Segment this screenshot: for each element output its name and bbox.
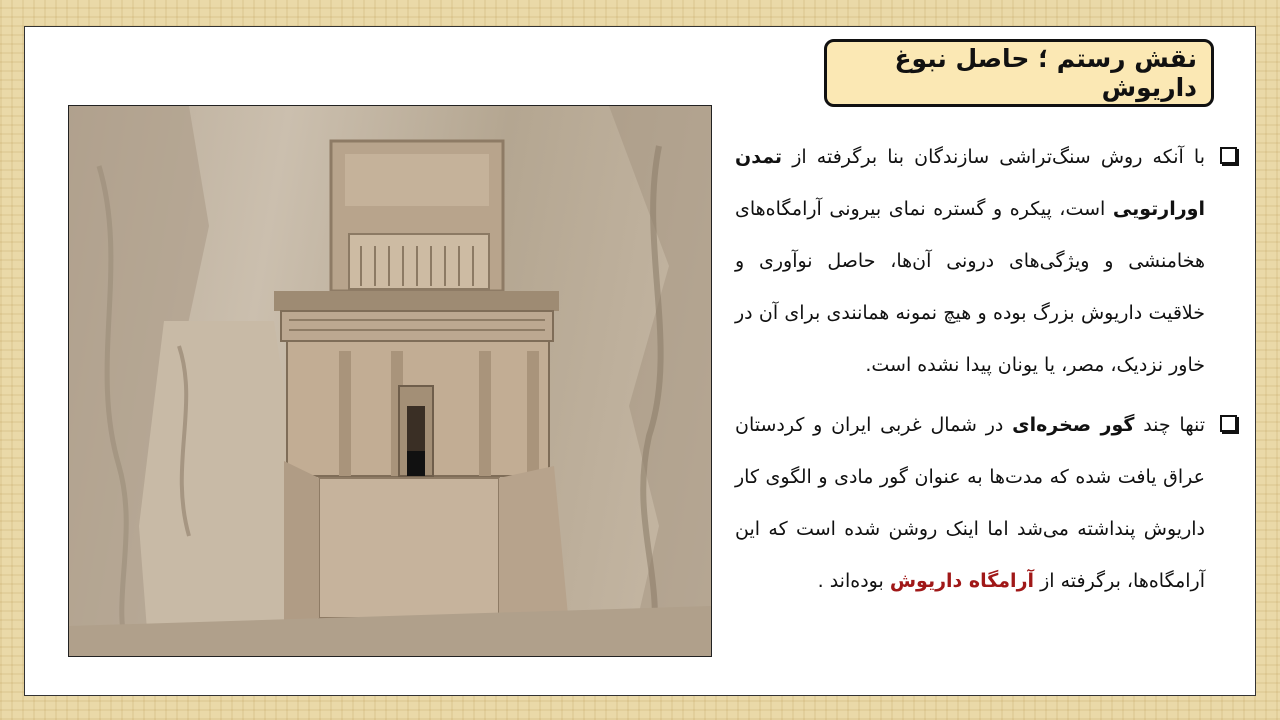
bullet-paragraph-2 (735, 399, 1245, 607)
square-checkbox-icon (1220, 415, 1237, 432)
bullet-2-highlight: آرامگاه داریوش (889, 570, 1035, 592)
bullet-2-text-c: بوده‌اند . (817, 570, 890, 592)
bullet-2-text-b: در شمال غربی ایران و کردستان عراق یافت شده که مدت‌ها به عنوان گور مادی و الگوی کار داریوش پنداشته می‌شد اما اینک روشن شده است که این آرامگاه‌ها، برگرفته از (735, 414, 1205, 592)
bullet-1-bold: تمدن اورارتویی (735, 146, 1205, 220)
text-area (735, 131, 1245, 615)
slide (24, 26, 1256, 696)
square-checkbox-icon (1220, 147, 1237, 164)
bullet-paragraph-1 (735, 131, 1245, 391)
title-box (824, 39, 1214, 107)
page-title: نقش رستم ؛ حاصل نبوغ داریوش (894, 44, 1197, 102)
bullet-2-bold: گور صخره‌ای (1012, 414, 1135, 436)
bullet-1-text-b: است، پیکره و گستره نمای بیرونی آرامگاه‌های هخامنشی و ویژگی‌های درونی آن‌ها، حاصل نوآوری و خلاقیت داریوش بزرگ بوده و هیچ نمونه همانندی برای آن در خاور نزدیک، مصر، یا یونان پیدا نشده است. (735, 198, 1205, 376)
rock-tomb-illustration (69, 106, 711, 656)
tomb-photo (68, 105, 712, 657)
bullet-2-text-a: تنها چند (1134, 414, 1205, 436)
bullet-1-text-a: با آنکه روش سنگ‌تراشی سازندگان بنا برگرفته از (782, 146, 1205, 168)
